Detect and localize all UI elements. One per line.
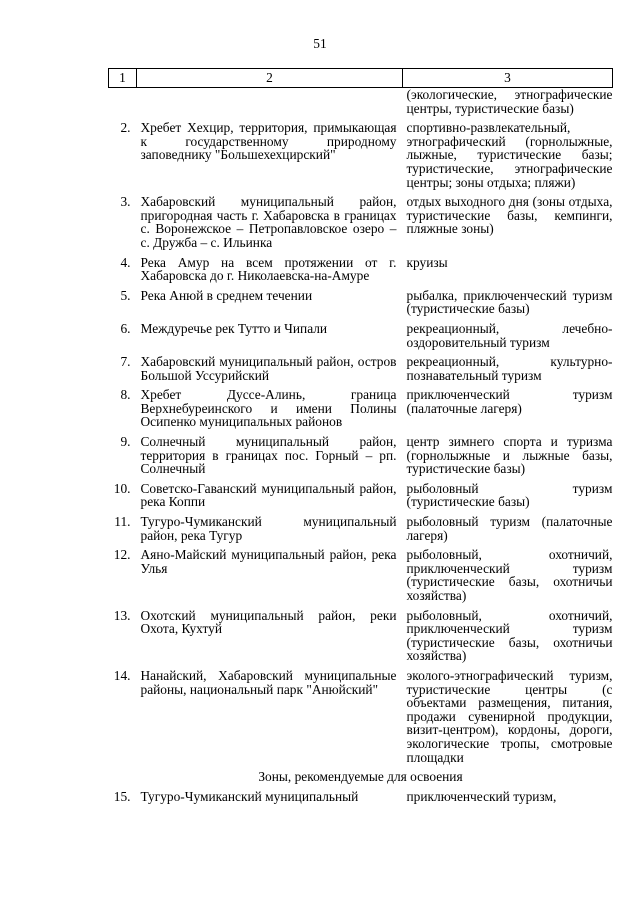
zone-name: Хабаровский муниципальный район, остров Большой Уссурийский xyxy=(140,354,397,383)
table-row xyxy=(109,349,613,382)
tourism-type: круизы xyxy=(406,254,448,270)
row-number: 8. xyxy=(120,387,131,403)
table-row xyxy=(109,283,613,316)
row-number: 7. xyxy=(120,354,131,370)
tourism-type: рыбалка, приключенческий туризм (туристические базы) xyxy=(406,287,613,317)
table-row xyxy=(109,784,613,804)
row-number: 12. xyxy=(113,547,131,563)
table-row xyxy=(109,250,613,283)
row-number: 9. xyxy=(120,434,131,450)
table-row xyxy=(109,509,613,542)
table-row xyxy=(109,382,613,429)
zone-name: Советско-Гаванский муниципальный район, река Коппи xyxy=(140,480,397,510)
table-row xyxy=(109,603,613,663)
tourism-type: отдых выходного дня (зоны отдыха, туристические базы, кемпинги, пляжные зоны) xyxy=(406,194,613,237)
row-number: 10. xyxy=(113,480,131,496)
table-row-continuation xyxy=(109,88,613,116)
zone-name: Река Амур на всем протяжении от г. Хабаровска до г. Николаевска-на-Амуре xyxy=(140,254,397,284)
tourism-type: эколого-этнографический туризм, туристические центры (с объектами размещения, питания, продажи сувенирной продукции, визит-центром), кордоны, дороги, экологические тропы, смотровые площадки xyxy=(406,667,613,765)
row-number: 6. xyxy=(120,320,131,336)
tourism-type: спортивно-развлекательный, этнографический (горнолыжные, лыжные, туристические базы; туристические, этнографические центры; зоны отдыха; пляжи) xyxy=(406,120,613,190)
tourism-type: рыболовный, охотничий, приключенческий туризм (туристические базы, охотничьи хозяйства) xyxy=(406,607,613,664)
column-header-3: 3 xyxy=(403,69,613,88)
zones-table xyxy=(108,68,613,803)
zone-name: Тугуро-Чумиканский муниципальный xyxy=(140,788,359,804)
table-row xyxy=(109,115,613,189)
zone-name: Охотский муниципальный район, реки Охота, Кухтуй xyxy=(140,607,397,637)
zone-name: Солнечный муниципальный район, территория в границах пос. Горный – рп. Солнечный xyxy=(140,434,397,477)
row-number: 14. xyxy=(113,667,131,683)
row-number: 15. xyxy=(113,788,131,804)
tourism-type: приключенческий туризм, xyxy=(406,788,557,804)
row-number: 11. xyxy=(114,514,131,530)
tourism-type: рыболовный, охотничий, приключенческий туризм (туристические базы, охотничьи хозяйства) xyxy=(406,547,613,603)
row-number: 5. xyxy=(120,287,131,303)
tourism-type: рыболовный туризм (туристические базы) xyxy=(406,480,613,510)
table-row xyxy=(109,429,613,476)
zone-name: Река Анюй в среднем течении xyxy=(140,287,313,303)
zone-name: Хребет Дуссе-Алинь, граница Верхнебуреинского и имени Полины Осипенко муниципальных районов xyxy=(140,387,397,430)
table-header-row xyxy=(109,69,613,88)
row-number: 13. xyxy=(113,607,131,623)
zone-name: Хабаровский муниципальный район, пригородная часть г. Хабаровска в границах с. Воронежское – Петропавловское озеро – с. Дружба – с. Ильинка xyxy=(140,194,397,250)
section-heading: Зоны, рекомендуемые для освоения xyxy=(258,769,463,785)
zone-name: Аяно-Майский муниципальный район, река Улья xyxy=(140,547,397,576)
tourism-type: (экологические, этнографические центры, туристические базы) xyxy=(406,87,613,116)
row-number: 3. xyxy=(120,194,131,210)
row-number: 2. xyxy=(120,120,131,136)
row-number xyxy=(109,88,137,116)
zone-name: Тугуро-Чумиканский муниципальный район, река Тугур xyxy=(140,514,397,543)
zone-name xyxy=(137,88,403,116)
row-number: 4. xyxy=(120,254,131,270)
page-number: 51 xyxy=(313,36,327,51)
zone-name: Нанайский, Хабаровский муниципальные районы, национальный парк "Анюйский" xyxy=(140,667,397,697)
zone-name: Хребет Хехцир, территория, примыкающая к государственному природному заповеднику "Большехехцирский" xyxy=(140,120,397,163)
tourism-type: центр зимнего спорта и туризма (горнолыжные и лыжные базы, туристические базы) xyxy=(406,434,613,477)
column-header-2: 2 xyxy=(137,69,403,88)
tourism-type: рекреационный, культурно-познавательный туризм xyxy=(406,354,613,383)
column-header-1: 1 xyxy=(109,69,137,88)
table-row xyxy=(109,542,613,602)
table-row xyxy=(109,189,613,249)
table-row xyxy=(109,316,613,349)
section-heading-row xyxy=(109,764,613,784)
tourism-type: рекреационный, лечебно-оздоровительный туризм xyxy=(406,320,613,350)
tourism-type: приключенческий туризм (палаточные лагеря) xyxy=(406,387,613,416)
zone-name: Междуречье рек Тутто и Чипали xyxy=(140,320,328,336)
tourism-type: рыболовный туризм (палаточные лагеря) xyxy=(406,514,613,543)
table-row xyxy=(109,663,613,764)
table-row xyxy=(109,476,613,509)
